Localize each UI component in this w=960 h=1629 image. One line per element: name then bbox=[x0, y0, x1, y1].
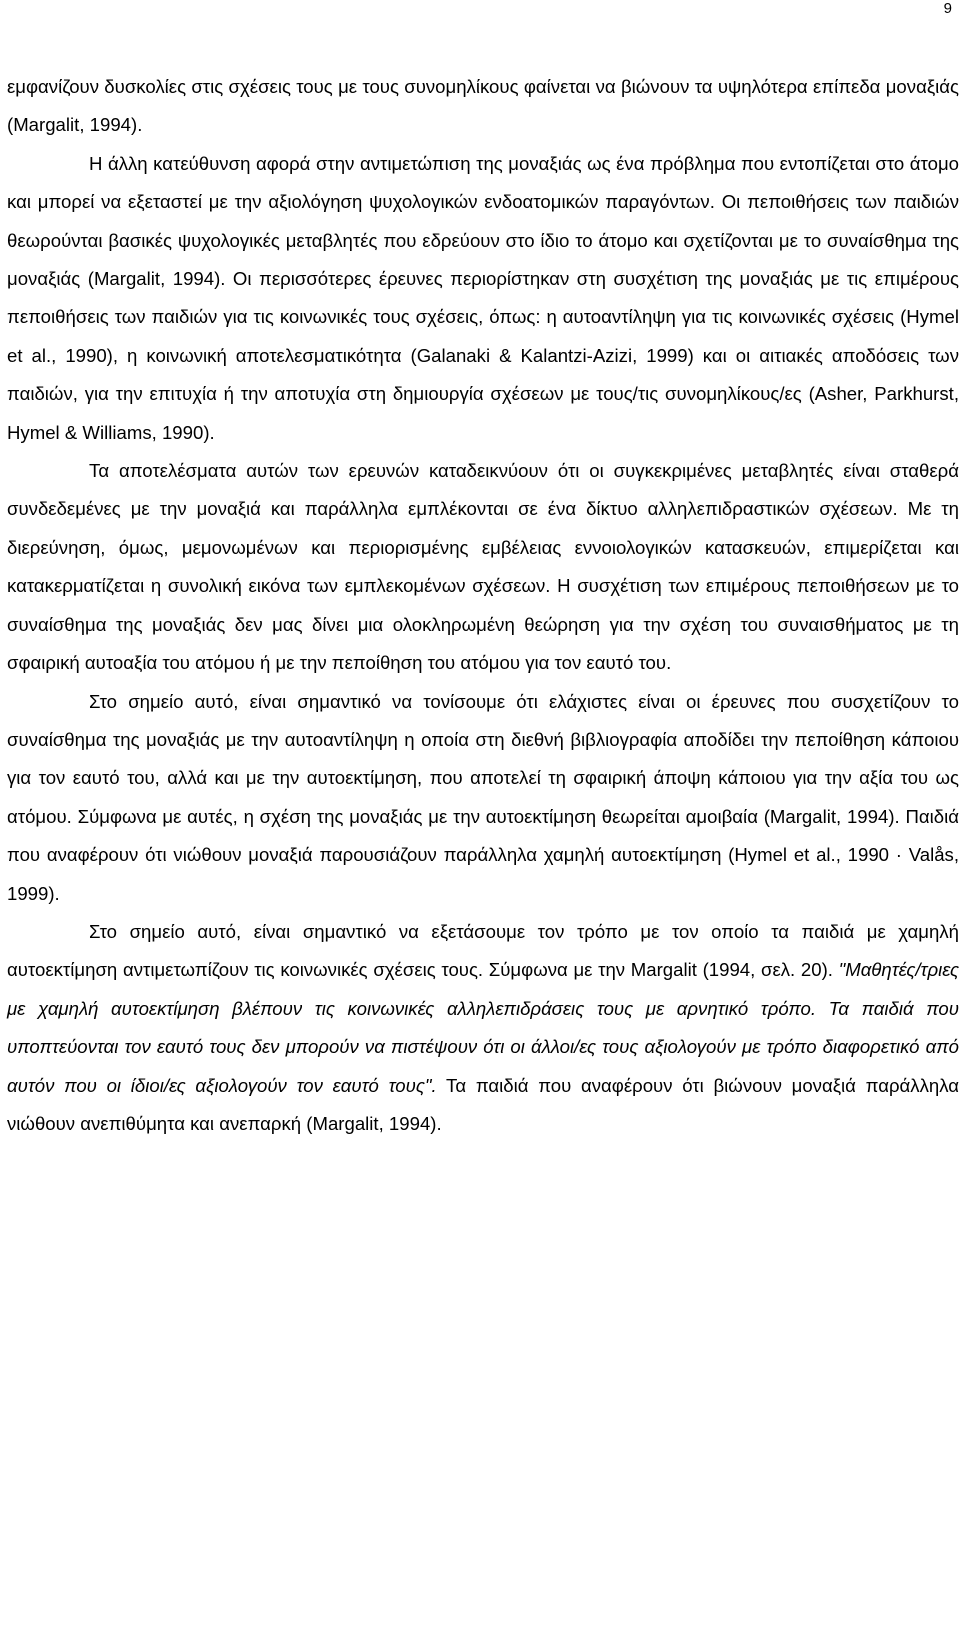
paragraph-4: Στο σημείο αυτό, είναι σημαντικό να τονίσουμε ότι ελάχιστες είναι οι έρευνες που συσχετίζουν το συναίσθημα της μοναξιάς με την αυτοαντίληψη η οποία στη διεθνή βιβλιογραφία αποδίδει την πεποίθηση κάποιου για τον εαυτό του, αλλά και με την αυτοεκτίμηση, που αποτελεί τη σφαιρική άποψη κάποιου για την αξία του ως ατόμου. Σύμφωνα με αυτές, η σχέση της μοναξιάς με την αυτοεκτίμηση θεωρείται αμοιβαία (Margalit, 1994). Παιδιά που αναφέρουν ότι νιώθουν μοναξιά παρουσιάζουν παράλληλα χαμηλή αυτοεκτίμηση (Hymel et al., 1990 · Valås, 1999). bbox=[7, 690, 959, 904]
paragraph-3: Τα αποτελέσματα αυτών των ερευνών καταδεικνύουν ότι οι συγκεκριμένες μεταβλητές είναι σταθερά συνδεδεμένες με την μοναξιά και παράλληλα εμπλέκονται σε ένα δίκτυο αλληλεπιδραστικών σχέσεων. Με τη διερεύνηση, όμως, μεμονωμένων και περιορισμένης εμβέλειας εννοιολογικών κατασκευών, επιμερίζεται και κατακερματίζεται η συνολική εικόνα των εμπλεκομένων σχέσεων. Η συσχέτιση των επιμέρους πεποιθήσεων με το συναίσθημα της μοναξιάς δεν μας δίνει μια ολοκληρωμένη θεώρηση για την σχέση του συναισθήματος με τη σφαιρική αυτοαξία του ατόμου ή με την πεποίθηση του ατόμου για τον εαυτό του. bbox=[7, 460, 959, 674]
paragraph-1: εμφανίζουν δυσκολίες στις σχέσεις τους με τους συνομηλίκους φαίνεται να βιώνουν τα υψηλότερα επίπεδα μοναξιάς (Margalit, 1994). bbox=[7, 76, 959, 136]
paragraph-2: Η άλλη κατεύθυνση αφορά στην αντιμετώπιση της μοναξιάς ως ένα πρόβλημα που εντοπίζεται στο άτομο και μπορεί να εξεταστεί με την αξιολόγηση ψυχολογικών ενδοατομικών παραγόντων. Οι πεποιθήσεις των παιδιών θεωρούνται βασικές ψυχολογικές μεταβλητές που εδρεύουν στο ίδιο το άτομο και σχετίζονται με το συναίσθημα της μοναξιάς (Margalit, 1994). Οι περισσότερες έρευνες περιορίστηκαν στη συσχέτιση της μοναξιάς με τις επιμέρους πεποιθήσεις των παιδιών για τις κοινωνικές τους σχέσεις, όπως: η αυτοαντίληψη για τις κοινωνικές σχέσεις (Hymel et al., 1990), η κοινωνική αποτελεσματικότητα (Galanaki & Kalantzi-Azizi, 1999) και οι αιτιακές αποδόσεις των παιδιών, για την επιτυχία ή την αποτυχία στη δημιουργία σχέσεων με τους/τις συνομηλίκους/ες (Asher, Parkhurst, Hymel & Williams, 1990). bbox=[7, 152, 959, 443]
body-text bbox=[7, 68, 959, 1143]
page-number: 9 bbox=[943, 0, 952, 17]
paragraph-5 bbox=[7, 913, 959, 1143]
margalit-quote: "Μαθητές/τριες με χαμηλή αυτοεκτίμηση βλέπουν τις κοινωνικές αλληλεπιδράσεις τους με αρνητικό τρόπο. Τα παιδιά που υποπτεύονται τον εαυτό τους δεν μπορούν να πιστέψουν ότι οι άλλοι/ες τους αξιολογούν με τρόπο διαφορετικό από αυτόν που οι ίδιοι/ες αξιολογούν τον εαυτό τους". bbox=[7, 959, 959, 1096]
paragraph-5-conclusion: Τα παιδιά που αναφέρουν ότι βιώνουν μοναξιά παράλληλα νιώθουν ανεπιθύμητα και ανεπαρκή (Margalit, 1994). bbox=[7, 1074, 959, 1134]
paragraph-5-intro: Στο σημείο αυτό, είναι σημαντικό να εξετάσουμε τον τρόπο με τον οποίο τα παιδιά με χαμηλή αυτοεκτίμηση αντιμετωπίζουν τις κοινωνικές σχέσεις τους. Σύμφωνα με την Margalit (1994, σελ. 20). bbox=[7, 920, 959, 981]
